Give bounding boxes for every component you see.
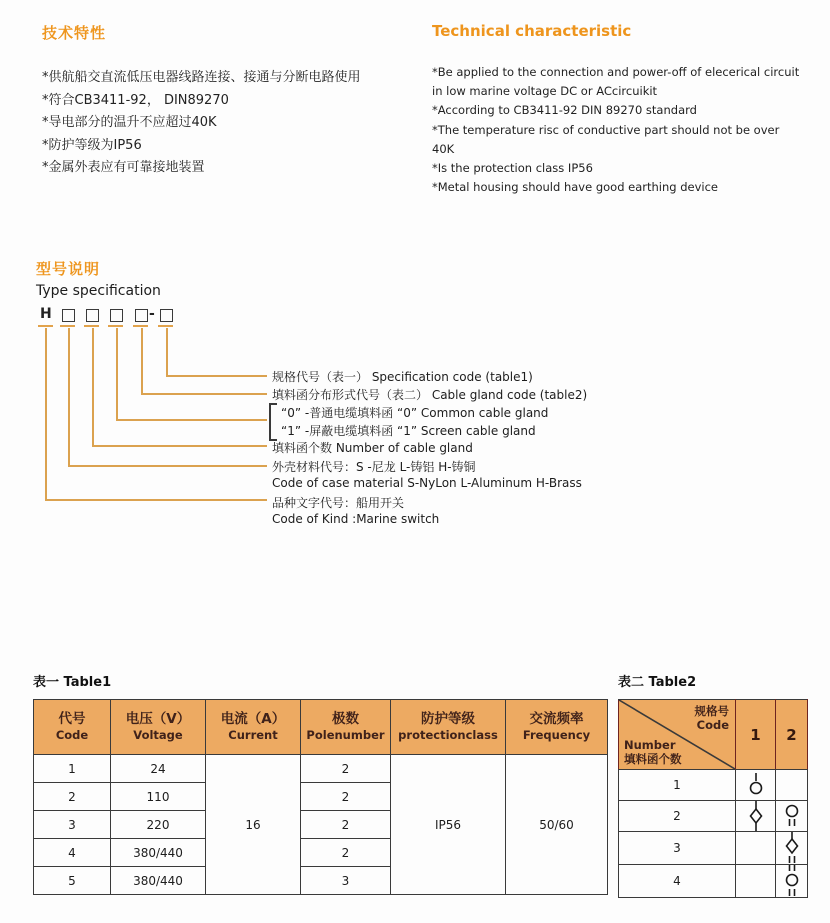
table2-title: 表二 Table2 — [618, 675, 697, 690]
table1-header-row — [34, 700, 608, 755]
table-row — [619, 770, 808, 801]
connector-hline — [45, 499, 267, 501]
text-line: in low marine voltage DC or ACcircuikit — [432, 84, 658, 99]
gland-circle-stem-top-icon — [746, 772, 766, 798]
table1 — [33, 699, 608, 895]
connector-hline — [116, 419, 267, 421]
connector-vline — [92, 328, 94, 447]
tech-en-text — [432, 63, 799, 197]
header-label-cn: 极数 — [332, 711, 359, 727]
connector-vline — [68, 328, 70, 467]
table-row — [619, 832, 808, 865]
cell-voltage: 110 — [111, 783, 206, 811]
connector-hline — [92, 445, 267, 447]
table1-section — [33, 671, 608, 895]
table2-header-col1: 1 — [736, 700, 776, 770]
header-label-en: protectionclass — [398, 728, 498, 742]
cell-code: 5 — [34, 867, 111, 895]
table1-header-frequency — [506, 700, 608, 755]
code-label-option-1: “1” -屏蔽电缆填料函 “1” Screen cable gland — [281, 424, 536, 438]
gland-circle-legs-bottom-icon — [782, 803, 802, 829]
code-label-gland-number: 填料函个数 Number of cable gland — [272, 441, 473, 455]
cell-code: 3 — [34, 811, 111, 839]
cell-pole: 3 — [301, 867, 391, 895]
header-label-en: Polenumber — [306, 728, 385, 742]
header-label-en: Frequency — [522, 728, 591, 742]
table1-header-code — [34, 700, 111, 755]
cell-voltage: 220 — [111, 811, 206, 839]
cell-voltage: 380/440 — [111, 867, 206, 895]
table1-header-polenumber — [301, 700, 391, 755]
tech-characteristics-cn-section — [42, 22, 361, 180]
bullet-item: *防护等级为IP56 — [42, 137, 142, 153]
header-code-label — [695, 704, 730, 732]
cell-gland-number: 1 — [619, 770, 736, 801]
connector-hline — [68, 465, 267, 467]
cell-voltage: 380/440 — [111, 839, 206, 867]
tech-characteristics-en-section — [432, 22, 799, 197]
cell-gland-number: 3 — [619, 832, 736, 865]
text-line: *Metal housing should have good earthing device — [432, 180, 719, 195]
header-label-cn: 代号 — [58, 711, 86, 727]
connector-vline — [116, 328, 118, 421]
cell-pole: 2 — [301, 755, 391, 783]
gland-symbol-cell — [776, 832, 808, 865]
connector-vline — [166, 328, 168, 377]
gland-circle-legs-both-icon — [782, 865, 802, 897]
gland-symbol-cell — [776, 801, 808, 832]
table2 — [618, 699, 808, 898]
bullet-item: *符合CB3411-92， DIN89270 — [42, 92, 229, 108]
header-label-en: Code — [55, 728, 89, 742]
table1-header-protection — [391, 700, 506, 755]
text-line: *Be applied to the connection and power-off of elecerical circuit — [432, 65, 800, 79]
cell-frequency-merged: 50/60 — [506, 755, 608, 895]
code-label-gland-layout: 填料函分布形式代号（表二） Cable gland code (table2) — [272, 388, 588, 402]
header-label-en: Current — [228, 728, 278, 742]
bullet-item: *导电部分的温升不应超过40K — [42, 115, 217, 130]
header-label-en: Voltage — [133, 728, 183, 742]
table2-header-col2: 2 — [776, 700, 808, 770]
code-label-material-cn: 外壳材料代号：S -尼龙 L-铸铝 H-铸铜 — [272, 460, 476, 474]
cell-protection-merged: IP56 — [391, 755, 506, 895]
header-label-cn: 交流频率 — [529, 711, 584, 727]
gland-symbol-cell-empty — [736, 865, 776, 898]
text-line: *The temperature risc of conductive part should not be over — [432, 122, 780, 137]
code-box-2 — [86, 309, 99, 322]
header-label-cn: 防护等级 — [421, 711, 475, 727]
table2-header-row — [619, 700, 808, 770]
cell-voltage: 24 — [111, 755, 206, 783]
table1-header-voltage — [111, 700, 206, 755]
cell-pole: 2 — [301, 839, 391, 867]
cell-current-merged: 16 — [206, 755, 301, 895]
code-box-5 — [160, 309, 173, 322]
table-row — [619, 801, 808, 832]
code-label-material-en: Code of case material S-NyLon L-Aluminum H-Brass — [272, 476, 582, 490]
code-label-specification: 规格代号（表一） Specification code (table1) — [272, 370, 533, 384]
gland-symbol-cell — [776, 865, 808, 898]
code-box-1 — [62, 309, 75, 322]
cell-gland-number: 4 — [619, 865, 736, 898]
bullet-item: *供航船交直流低压电器线路连接、接通与分断电路使用 — [42, 70, 361, 85]
cell-code: 2 — [34, 783, 111, 811]
option-bracket — [269, 403, 277, 441]
table2-section — [618, 671, 808, 898]
gland-symbol-cell — [736, 770, 776, 801]
gland-symbol-cell-empty — [736, 832, 776, 865]
header-label-cn: 电流（A） — [220, 711, 286, 727]
connector-vline — [45, 328, 47, 501]
code-dash: - — [149, 306, 155, 322]
table1-title: 表一 Table1 — [33, 675, 112, 690]
code-prefix-letter: H — [40, 306, 52, 322]
gland-diamond-stem-top-legs-bottom-icon — [782, 832, 802, 864]
header-code-en: Code — [696, 718, 729, 732]
connector-vline — [141, 328, 143, 395]
gland-symbol-cell-empty — [776, 770, 808, 801]
header-number-en: Number — [624, 738, 676, 752]
gland-diamond-stem-both-icon — [746, 801, 766, 831]
cell-code: 4 — [34, 839, 111, 867]
cell-gland-number: 2 — [619, 801, 736, 832]
tech-cn-bullet-list — [42, 67, 361, 180]
bullet-item: *金属外表应有可靠接地装置 — [42, 160, 205, 175]
code-box-4 — [135, 309, 148, 322]
text-line: *According to CB3411-92 DIN 89270 standard — [432, 103, 697, 118]
tech-en-heading: Technical characteristic — [432, 22, 632, 40]
cell-pole: 2 — [301, 783, 391, 811]
header-label-cn: 电压（V） — [125, 711, 191, 727]
text-line: *Is the protection class IP56 — [432, 161, 593, 176]
header-code-cn: 规格号 — [694, 704, 729, 718]
text-line: 40K — [432, 141, 455, 156]
table2-diagonal-header — [619, 700, 736, 770]
table-row — [619, 865, 808, 898]
code-box-3 — [110, 309, 123, 322]
connector-hline — [141, 393, 267, 395]
table1-header-current — [206, 700, 301, 755]
tech-cn-heading: 技术特性 — [42, 24, 107, 42]
type-spec-heading-en: Type specification — [36, 283, 161, 299]
code-label-kind-cn: 品种文字代号：船用开关 — [272, 496, 405, 510]
connector-hline — [166, 375, 267, 377]
type-spec-heading-cn: 型号说明 — [36, 260, 101, 278]
cell-code: 1 — [34, 755, 111, 783]
header-number-cn: 填料函个数 — [624, 752, 682, 766]
header-number-label — [624, 738, 682, 766]
table-row — [34, 755, 608, 783]
cell-pole: 2 — [301, 811, 391, 839]
code-label-kind-en: Code of Kind :Marine switch — [272, 512, 440, 526]
code-label-option-0: “0” -普通电缆填料函 “0” Common cable gland — [281, 406, 549, 420]
gland-symbol-cell — [736, 801, 776, 832]
